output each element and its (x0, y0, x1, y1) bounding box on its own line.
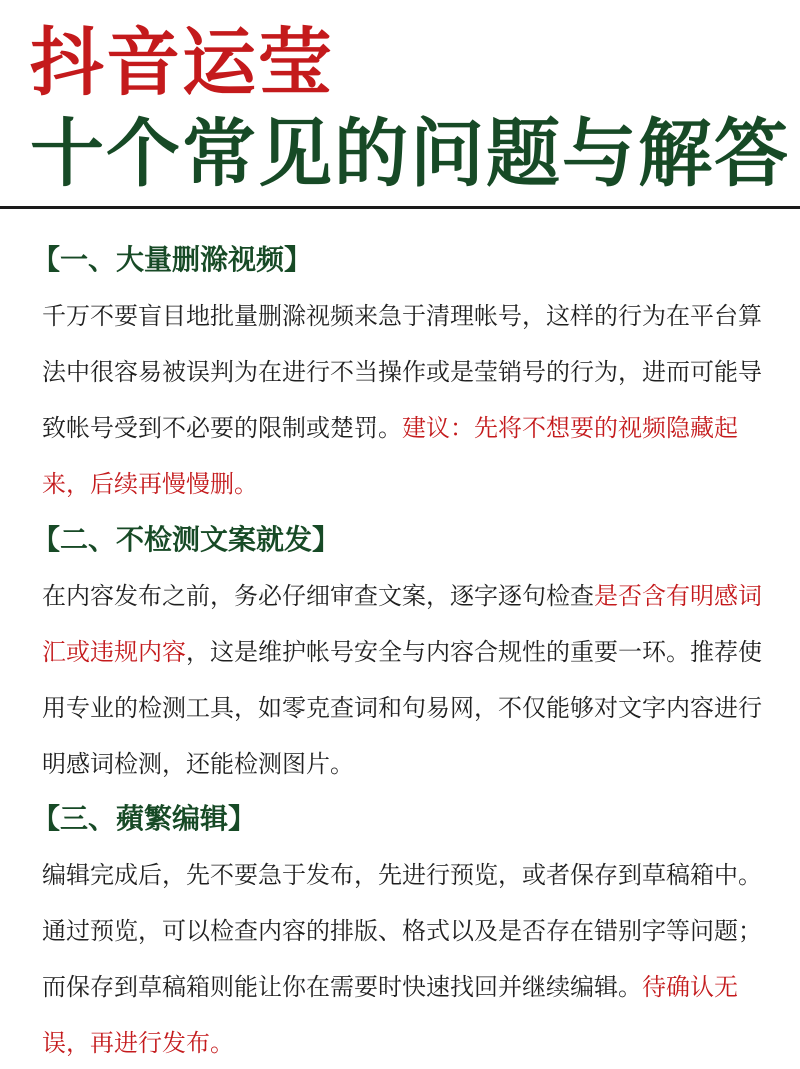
section-3-body-text: 编辑完成后，先不要急于发布，先进行预览，或者保存到草稿箱中。通过预览，可以检查内容的排版、格式以及是否存在错别字等问题；而保存到草稿箱则能让你在需要时快速找回并继续编辑。 (42, 861, 762, 1001)
section-2-body (30, 568, 770, 792)
section-2-heading: 【二、不检测文案就发】 (32, 523, 341, 556)
section-2-body-pre: 在内容发布之前，务必仔细审查文案，逐字逐句检查 (42, 582, 594, 610)
page-title-line2: 十个常见的问题与解答 (30, 111, 790, 197)
section-3-body (30, 847, 770, 1069)
section-1-body (30, 288, 770, 512)
section-3-heading: 【三、蘋繁编辑】 (32, 802, 257, 835)
title-divider (0, 206, 800, 209)
page-title-line1: 抖音运莹 (30, 20, 334, 106)
section-1-highlight: 建议：先将不想要的视频隐藏起来，后续再慢慢删。 (42, 414, 738, 498)
section-3-highlight: 待确认无误，再进行发布。 (42, 973, 738, 1057)
section-2 (30, 516, 770, 792)
section-2-highlight: 是否含有明感词汇或违规内容 (42, 582, 762, 666)
section-2-body-post: ，这是维护帐号安全与内容合规性的重要一环。推荐使用专业的检测工具，如零克查词和句易网，不仅能够对文字内容进行明感词检测，还能检测图片。 (42, 638, 762, 778)
section-1 (30, 236, 770, 512)
section-3 (30, 795, 770, 1069)
section-1-body-text: 千万不要盲目地批量删滁视频来急于清理帐号，这样的行为在平台算法中很容易被误判为在进行不当操作或是莹销号的行为，进而可能导致帐号受到不必要的限制或楚罚。 (42, 302, 762, 442)
section-1-heading: 【一、大量删滁视频】 (32, 243, 313, 276)
